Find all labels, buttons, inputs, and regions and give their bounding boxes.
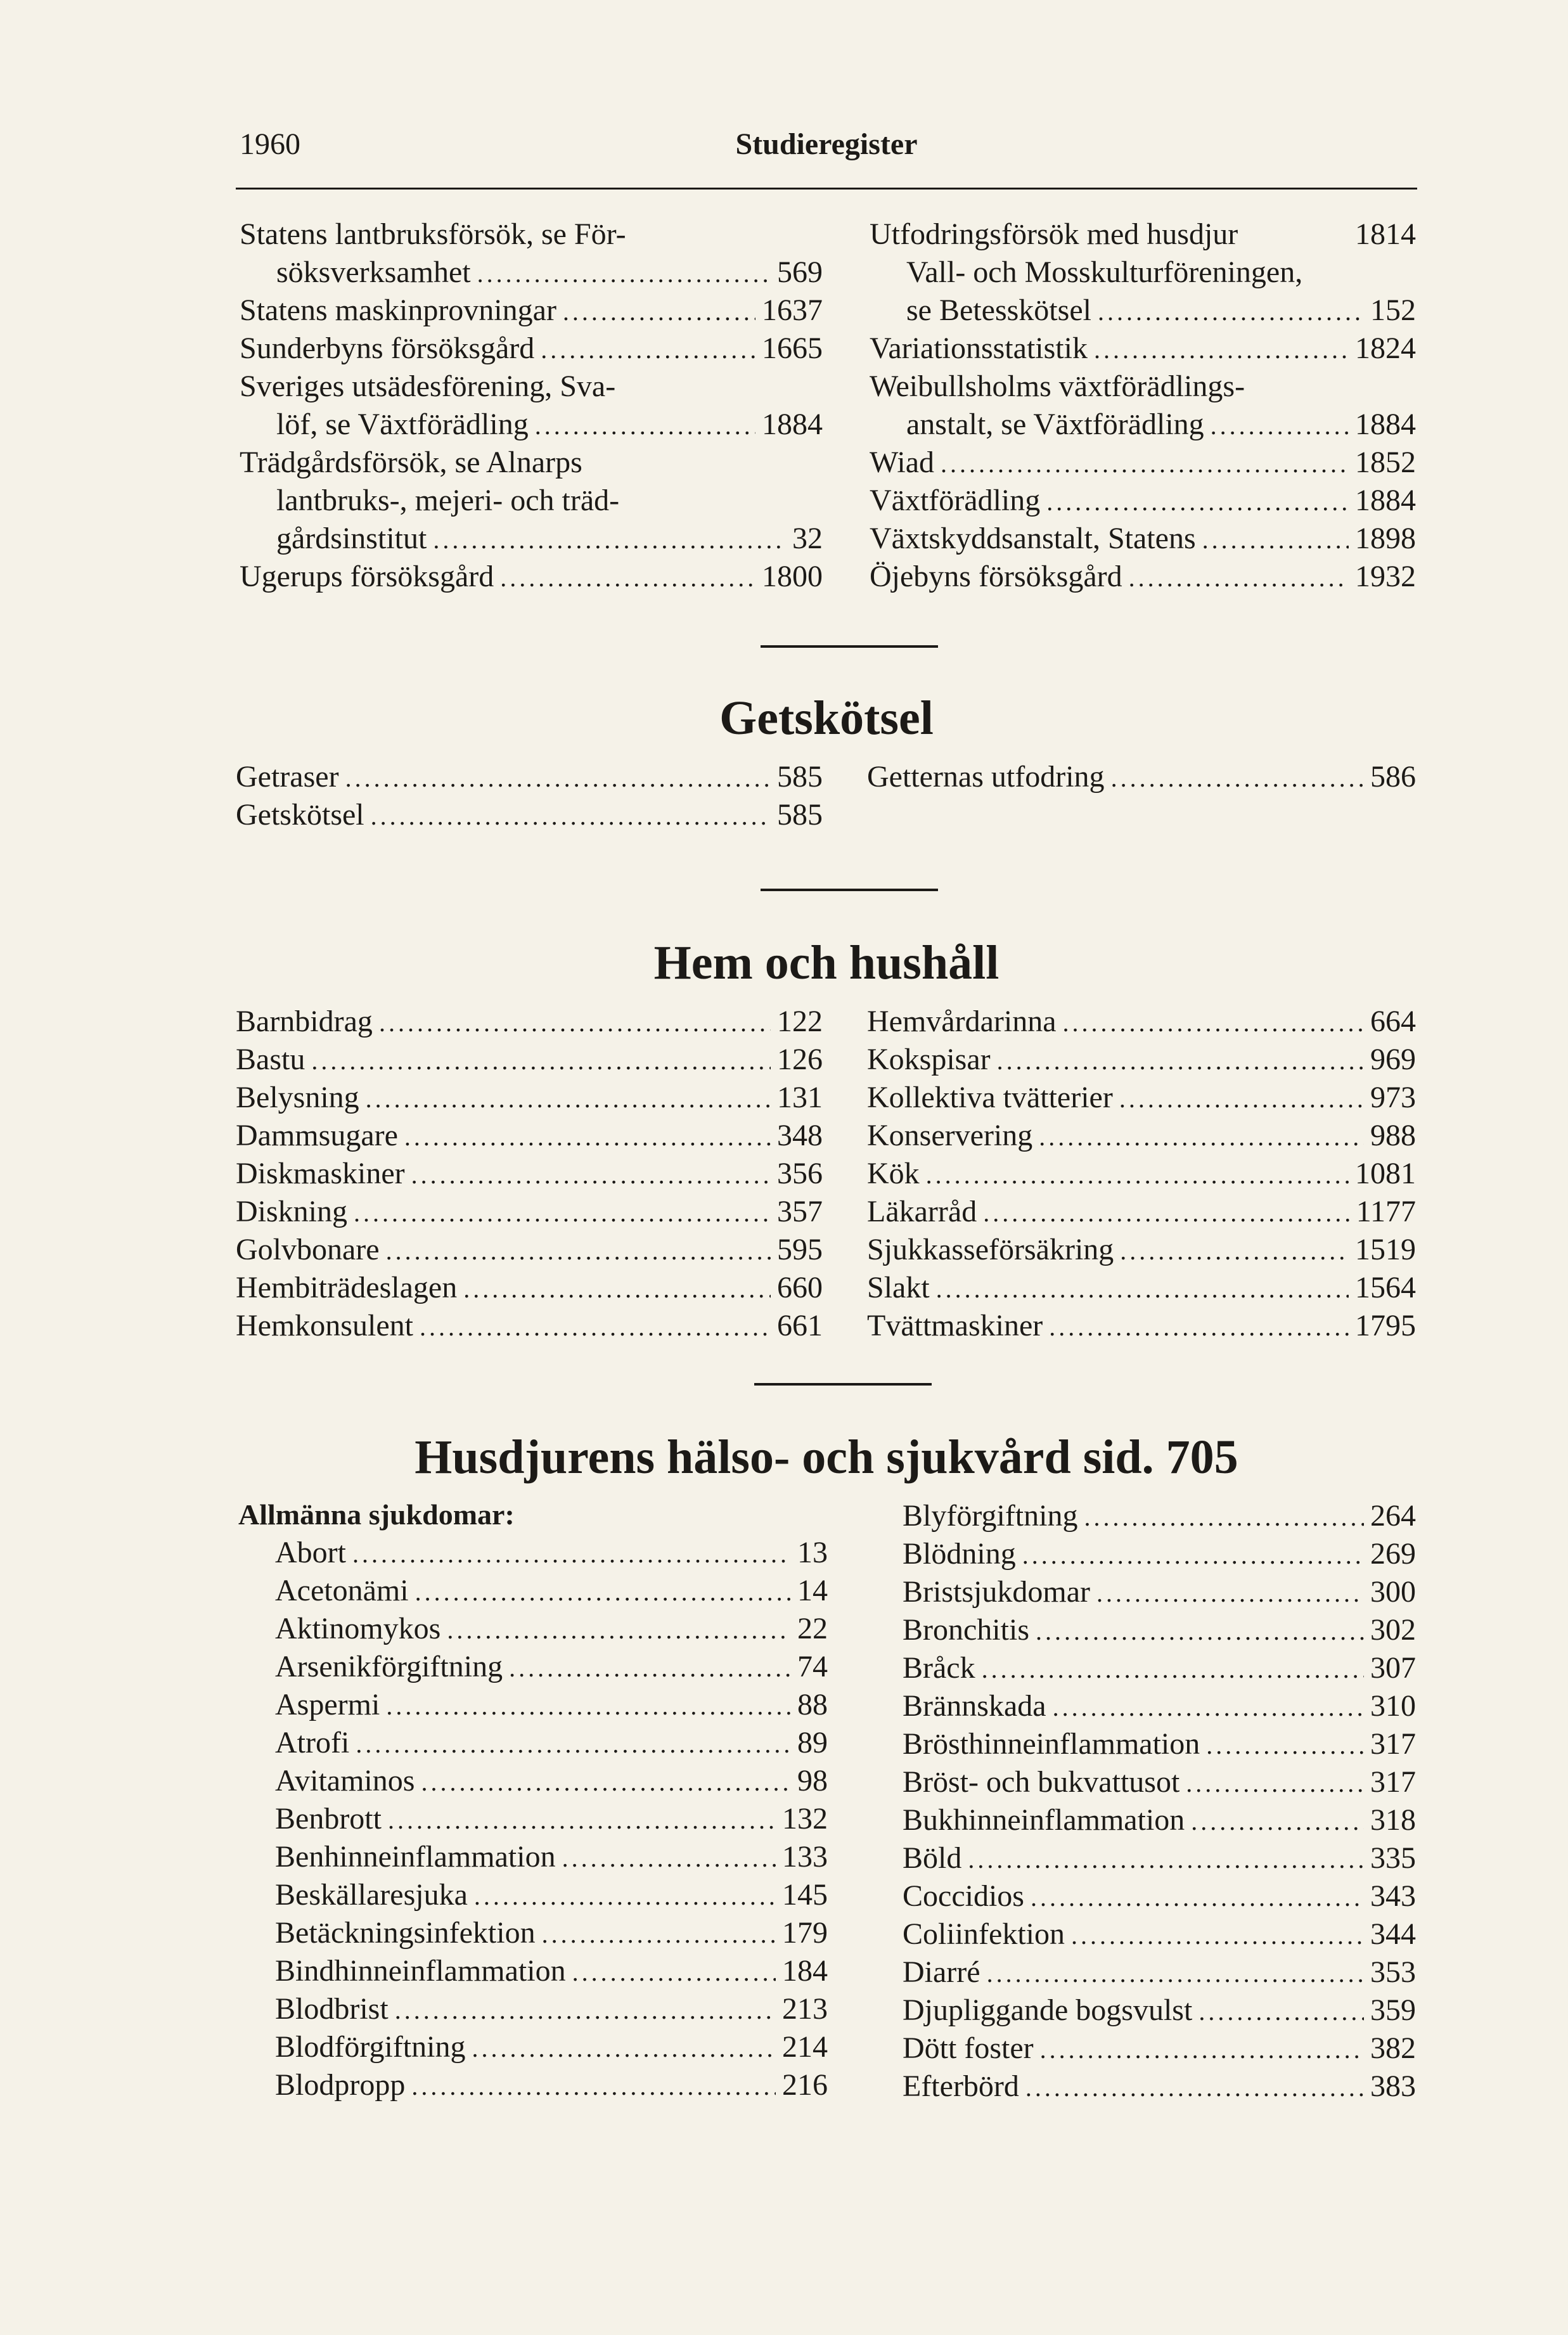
dot-leader	[982, 1650, 1364, 1689]
dot-leader	[535, 407, 755, 445]
entry-term: Coliinfektion	[903, 1917, 1065, 1951]
entry-page-number: 1884	[1355, 408, 1416, 441]
dot-leader	[1111, 759, 1364, 797]
dot-leader	[983, 1194, 1350, 1232]
dot-leader	[1119, 1080, 1364, 1118]
index-entry	[275, 1952, 828, 1990]
entry-page-number: 585	[777, 760, 823, 794]
entry-term: Brösthinneinflammation	[903, 1727, 1200, 1761]
entry-page-number: 152	[1370, 293, 1416, 327]
entry-page-number: 1081	[1355, 1157, 1416, 1190]
entry-term: Blodpropp	[275, 2068, 406, 2102]
entry-term: Coccidios	[903, 1879, 1024, 1913]
husdjur-left-entries	[238, 1534, 828, 2104]
dot-leader	[509, 1649, 791, 1687]
entry-term: Kök	[867, 1157, 920, 1190]
index-entry	[903, 1953, 1416, 1991]
index-entry	[867, 758, 1416, 796]
index-entry	[236, 1003, 823, 1041]
index-entry	[240, 520, 823, 558]
index-entry	[867, 1079, 1416, 1117]
index-entry	[275, 1838, 828, 1876]
entry-page-number: 661	[777, 1309, 823, 1342]
section-divider	[754, 1383, 932, 1386]
entry-page-number: 660	[777, 1271, 823, 1304]
dot-leader	[997, 1042, 1364, 1080]
index-entry	[867, 1155, 1416, 1193]
entry-page-number: 383	[1370, 2069, 1416, 2103]
getskotsel-right-column	[867, 758, 1416, 796]
index-entry	[275, 1724, 828, 1762]
index-entry	[240, 444, 823, 482]
entry-term: Weibullsholms växtförädlings-	[870, 370, 1245, 403]
dot-leader	[572, 1953, 776, 1991]
entry-term: Ugerups försöksgård	[240, 560, 494, 593]
entry-page-number: 1800	[762, 560, 823, 593]
dot-leader	[941, 445, 1349, 483]
entry-page-number: 353	[1370, 1955, 1416, 1989]
entry-page-number: 973	[1370, 1081, 1416, 1114]
dot-leader	[386, 1232, 771, 1270]
dot-leader	[1049, 1308, 1349, 1346]
dot-leader	[1198, 1993, 1364, 2031]
entry-term: Växtförädling	[870, 484, 1041, 517]
entry-term: Belysning	[236, 1081, 359, 1114]
dot-leader	[472, 2029, 776, 2068]
section-divider	[761, 645, 938, 648]
index-entry	[236, 796, 823, 834]
dot-leader	[420, 1308, 771, 1346]
entry-term: Dammsugare	[236, 1119, 398, 1152]
entry-term: Djupliggande bogsvulst	[903, 1993, 1193, 2027]
dot-leader	[1046, 483, 1349, 521]
dot-leader	[500, 559, 755, 597]
dot-leader	[1129, 559, 1349, 597]
index-entry	[867, 1231, 1416, 1269]
entry-page-number: 14	[797, 1574, 828, 1607]
index-entry	[275, 1990, 828, 2028]
entry-term: Benhinneinflammation	[275, 1840, 556, 1874]
dot-leader	[1039, 1118, 1364, 1156]
dot-leader	[433, 521, 786, 559]
top-left-column	[240, 215, 823, 596]
index-entry	[240, 368, 823, 406]
entry-term: Blödning	[903, 1537, 1016, 1571]
dot-leader	[1071, 1917, 1364, 1955]
index-entry	[867, 1269, 1416, 1307]
dot-leader	[366, 1080, 771, 1118]
index-entry	[275, 1914, 828, 1952]
entry-page-number: 344	[1370, 1917, 1416, 1951]
dot-leader	[936, 1270, 1349, 1308]
index-entry	[903, 2029, 1416, 2068]
entry-term: Bråck	[903, 1651, 975, 1685]
index-entry	[870, 368, 1416, 406]
entry-page-number: 1814	[1355, 217, 1416, 251]
page-number: 1960	[240, 127, 300, 161]
husdjur-right-column	[903, 1497, 1416, 2106]
entry-page-number: 32	[792, 522, 823, 555]
dot-leader	[415, 1573, 791, 1611]
index-entry	[867, 1003, 1416, 1041]
index-entry	[903, 1611, 1416, 1649]
dot-leader	[386, 1687, 791, 1725]
entry-page-number: 214	[782, 2030, 828, 2064]
index-entry	[903, 1573, 1416, 1611]
index-entry	[275, 1534, 828, 1572]
top-right-column	[870, 215, 1416, 596]
entry-page-number: 133	[782, 1840, 828, 1874]
index-entry	[903, 1839, 1416, 1877]
entry-term: anstalt, se Växtförädling	[906, 408, 1204, 441]
entry-term: Diskning	[236, 1195, 348, 1228]
dot-leader	[477, 255, 771, 293]
entry-page-number: 213	[782, 1992, 828, 2026]
entry-page-number: 1177	[1356, 1195, 1416, 1228]
entry-page-number: 335	[1370, 1841, 1416, 1875]
entry-term: Hemkonsulent	[236, 1309, 413, 1342]
index-entry	[903, 1915, 1416, 1953]
index-entry	[903, 1763, 1416, 1801]
dot-leader	[1211, 407, 1349, 445]
entry-page-number: 1637	[762, 293, 823, 327]
dot-leader	[1022, 1536, 1364, 1574]
entry-page-number: 89	[797, 1726, 828, 1759]
dot-leader	[542, 1915, 776, 1953]
getskotsel-left-column	[236, 758, 823, 834]
entry-page-number: 22	[797, 1612, 828, 1645]
dot-leader	[411, 1156, 771, 1194]
index-entry	[867, 1307, 1416, 1345]
index-entry	[903, 1991, 1416, 2029]
dot-leader	[463, 1270, 771, 1308]
entry-term: Getternas utfodring	[867, 760, 1105, 794]
subsection-label: Allmänna sjukdomar:	[238, 1498, 515, 1531]
dot-leader	[1063, 1004, 1364, 1042]
entry-page-number: 359	[1370, 1993, 1416, 2027]
entry-page-number: 969	[1370, 1043, 1416, 1076]
entry-term: Öjebyns försöksgård	[870, 560, 1122, 593]
entry-term: Konservering	[867, 1119, 1033, 1152]
index-entry	[903, 1535, 1416, 1573]
section-title-hem: Hem och hushåll	[653, 936, 999, 989]
entry-term: Böld	[903, 1841, 962, 1875]
entry-term: Diskmaskiner	[236, 1157, 405, 1190]
entry-term: Sjukkasseförsäkring	[867, 1233, 1114, 1266]
dot-leader	[541, 331, 755, 369]
hem-left-column	[236, 1003, 823, 1345]
entry-page-number: 356	[777, 1157, 823, 1190]
entry-page-number: 595	[777, 1233, 823, 1266]
entry-page-number: 988	[1370, 1119, 1416, 1152]
entry-term: Bronchitis	[903, 1613, 1029, 1647]
entry-term: Diarré	[903, 1955, 980, 1989]
dot-leader	[404, 1118, 771, 1156]
entry-term: Slakt	[867, 1271, 930, 1304]
index-entry	[236, 1041, 823, 1079]
index-entry	[275, 1800, 828, 1838]
index-entry	[870, 444, 1416, 482]
entry-page-number: 98	[797, 1764, 828, 1798]
entry-term: Golvbonare	[236, 1233, 380, 1266]
entry-page-number: 1898	[1355, 522, 1416, 555]
dot-leader	[1094, 331, 1349, 369]
index-entry	[903, 1801, 1416, 1839]
entry-term: Statens maskinprovningar	[240, 293, 556, 327]
dot-leader	[356, 1725, 791, 1763]
index-entry	[903, 1877, 1416, 1915]
index-entry	[240, 482, 823, 520]
entry-page-number: 382	[1370, 2031, 1416, 2065]
entry-page-number: 1884	[762, 408, 823, 441]
index-entry	[240, 215, 823, 254]
index-entry	[240, 292, 823, 330]
index-entry	[236, 1117, 823, 1155]
entry-page-number: 122	[777, 1005, 823, 1038]
index-entry	[903, 1725, 1416, 1763]
entry-term: Trädgårdsförsök, se Alnarps	[240, 446, 582, 479]
entry-page-number: 74	[797, 1650, 828, 1683]
entry-term: Bukhinneinflammation	[903, 1803, 1185, 1837]
dot-leader	[1186, 1765, 1364, 1803]
entry-page-number: 318	[1370, 1803, 1416, 1837]
index-entry	[236, 1079, 823, 1117]
running-title: Studieregister	[735, 127, 918, 161]
dot-leader	[354, 1194, 771, 1232]
index-entry	[867, 1041, 1416, 1079]
entry-term: Vall- och Mosskulturföreningen,	[906, 255, 1303, 289]
entry-term: Hemvårdarinna	[867, 1005, 1057, 1038]
entry-term: löf, se Växtförädling	[276, 408, 529, 441]
dot-leader	[1040, 2031, 1364, 2069]
entry-page-number: 184	[782, 1954, 828, 1988]
entry-page-number: 145	[782, 1878, 828, 1912]
entry-page-number: 357	[777, 1195, 823, 1228]
entry-page-number: 343	[1370, 1879, 1416, 1913]
entry-term: Variationsstatistik	[870, 331, 1088, 365]
index-entry	[240, 558, 823, 596]
dot-leader	[352, 1535, 791, 1573]
entry-term: Aspermi	[275, 1688, 380, 1721]
dot-leader	[1053, 1689, 1364, 1727]
entry-page-number: 131	[777, 1081, 823, 1114]
entry-page-number: 1852	[1355, 446, 1416, 479]
dot-leader	[345, 759, 771, 797]
entry-page-number: 569	[777, 255, 823, 289]
entry-page-number: 126	[777, 1043, 823, 1076]
entry-term: Hembiträdeslagen	[236, 1271, 458, 1304]
entry-term: Blodbrist	[275, 1992, 389, 2026]
dot-leader	[379, 1004, 771, 1042]
index-entry	[870, 292, 1416, 330]
entry-term: Växtskyddsanstalt, Statens	[870, 522, 1196, 555]
dot-leader	[447, 1611, 791, 1649]
entry-term: söksverksamhet	[276, 255, 471, 289]
entry-page-number: 132	[782, 1802, 828, 1836]
entry-page-number: 1932	[1355, 560, 1416, 593]
index-entry	[236, 1155, 823, 1193]
entry-page-number: 1665	[762, 331, 823, 365]
entry-term: Kokspisar	[867, 1043, 991, 1076]
entry-page-number: 348	[777, 1119, 823, 1152]
index-entry	[903, 1497, 1416, 1535]
entry-term: Tvättmaskiner	[867, 1309, 1043, 1342]
entry-term: Bastu	[236, 1043, 305, 1076]
dot-leader	[1206, 1727, 1364, 1765]
entry-term: Benbrott	[275, 1802, 382, 1836]
entry-term: gårdsinstitut	[276, 522, 427, 555]
dot-leader	[395, 1991, 776, 2029]
entry-term: Atrofi	[275, 1726, 350, 1759]
index-entry	[240, 254, 823, 292]
dot-leader	[1120, 1232, 1349, 1270]
entry-term: Betäckningsinfektion	[275, 1916, 536, 1950]
entry-term: se Betesskötsel	[906, 293, 1091, 327]
entry-term: Efterbörd	[903, 2069, 1019, 2103]
header-rule	[236, 188, 1417, 190]
husdjur-left-column	[238, 1496, 828, 2104]
section-title-husdjur: Husdjurens hälso- och sjukvård sid. 705	[414, 1431, 1238, 1484]
index-entry	[870, 215, 1416, 254]
entry-term: Getskötsel	[236, 798, 364, 832]
index-entry	[870, 520, 1416, 558]
index-entry	[275, 1572, 828, 1610]
dot-leader	[1096, 1574, 1364, 1612]
entry-term: Blodförgiftning	[275, 2030, 466, 2064]
index-entry	[240, 406, 823, 444]
entry-term: Arsenikförgiftning	[275, 1650, 503, 1683]
entry-page-number: 216	[782, 2068, 828, 2102]
entry-page-number: 179	[782, 1916, 828, 1950]
entry-page-number: 269	[1370, 1537, 1416, 1571]
entry-term: Bindhinneinflammation	[275, 1954, 566, 1988]
entry-term: Acetonämi	[275, 1574, 409, 1607]
entry-term: Blyförgiftning	[903, 1499, 1078, 1533]
dot-leader	[1031, 1879, 1364, 1917]
entry-term: Barnbidrag	[236, 1005, 373, 1038]
dot-leader	[1025, 2069, 1364, 2107]
dot-leader	[371, 797, 771, 835]
index-entry	[275, 1610, 828, 1648]
entry-page-number: 586	[1370, 760, 1416, 794]
index-entry	[903, 2068, 1416, 2106]
dot-leader	[421, 1763, 791, 1801]
index-entry	[236, 1231, 823, 1269]
dot-leader	[563, 293, 755, 331]
entry-page-number: 310	[1370, 1689, 1416, 1723]
index-entry	[236, 1307, 823, 1345]
dot-leader	[388, 1801, 776, 1839]
entry-page-number: 13	[797, 1536, 828, 1569]
index-entry	[275, 1876, 828, 1914]
dot-leader	[1098, 293, 1364, 331]
dot-leader	[562, 1839, 776, 1877]
dot-leader	[987, 1955, 1364, 1993]
entry-page-number: 302	[1370, 1613, 1416, 1647]
index-entry	[236, 1269, 823, 1307]
hem-right-column	[867, 1003, 1416, 1345]
index-entry	[236, 1193, 823, 1231]
index-entry	[275, 1648, 828, 1686]
index-entry	[275, 2028, 828, 2066]
index-entry	[870, 254, 1416, 292]
entry-term: Kollektiva tvätterier	[867, 1081, 1113, 1114]
entry-term: Statens lantbruksförsök, se För-	[240, 217, 626, 251]
entry-term: Dött foster	[903, 2031, 1034, 2065]
dot-leader	[474, 1877, 776, 1915]
entry-page-number: 300	[1370, 1575, 1416, 1609]
entry-term: Bristsjukdomar	[903, 1575, 1090, 1609]
dot-leader	[926, 1156, 1349, 1194]
entry-term: Wiad	[870, 446, 935, 479]
index-entry	[275, 1686, 828, 1724]
entry-page-number: 1884	[1355, 484, 1416, 517]
entry-term: Brännskada	[903, 1689, 1046, 1723]
section-title-getskotsel: Getskötsel	[719, 691, 934, 745]
index-entry	[870, 330, 1416, 368]
index-entry	[240, 330, 823, 368]
page-header	[236, 127, 1417, 171]
entry-page-number: 264	[1370, 1499, 1416, 1533]
dot-leader	[311, 1042, 771, 1080]
dot-leader	[1084, 1498, 1364, 1536]
index-entry	[275, 1762, 828, 1800]
dot-leader	[968, 1841, 1364, 1879]
entry-term: Bröst- och bukvattusot	[903, 1765, 1180, 1799]
index-entry	[870, 558, 1416, 596]
index-entry	[870, 482, 1416, 520]
entry-page-number: 1519	[1355, 1233, 1416, 1266]
index-entry	[236, 758, 823, 796]
dot-leader	[1202, 521, 1349, 559]
entry-term: Sunderbyns försöksgård	[240, 331, 535, 365]
entry-page-number: 664	[1370, 1005, 1416, 1038]
dot-leader	[1191, 1803, 1364, 1841]
entry-page-number: 1564	[1355, 1271, 1416, 1304]
entry-term: Getraser	[236, 760, 339, 794]
entry-term: Avitaminos	[275, 1764, 415, 1798]
entry-page-number: 585	[777, 798, 823, 832]
entry-page-number: 1824	[1355, 331, 1416, 365]
entry-term: Aktinomykos	[275, 1612, 441, 1645]
index-entry	[275, 2066, 828, 2104]
index-entry	[870, 406, 1416, 444]
entry-term: Abort	[275, 1536, 346, 1569]
entry-term: lantbruks-, mejeri- och träd-	[276, 484, 620, 517]
dot-leader	[411, 2068, 776, 2106]
entry-term: Sveriges utsädesförening, Sva-	[240, 370, 616, 403]
index-entry	[903, 1687, 1416, 1725]
entry-term: Läkarråd	[867, 1195, 977, 1228]
entry-page-number: 88	[797, 1688, 828, 1721]
dot-leader	[1036, 1612, 1364, 1650]
entry-page-number: 317	[1370, 1727, 1416, 1761]
entry-page-number: 307	[1370, 1651, 1416, 1685]
entry-term: Utfodringsförsök med husdjur	[870, 217, 1238, 251]
index-entry	[867, 1193, 1416, 1231]
index-entry	[867, 1117, 1416, 1155]
entry-page-number: 1795	[1355, 1309, 1416, 1342]
section-divider	[761, 889, 938, 891]
entry-page-number: 317	[1370, 1765, 1416, 1799]
entry-term: Beskällaresjuka	[275, 1878, 468, 1912]
index-entry	[903, 1649, 1416, 1687]
